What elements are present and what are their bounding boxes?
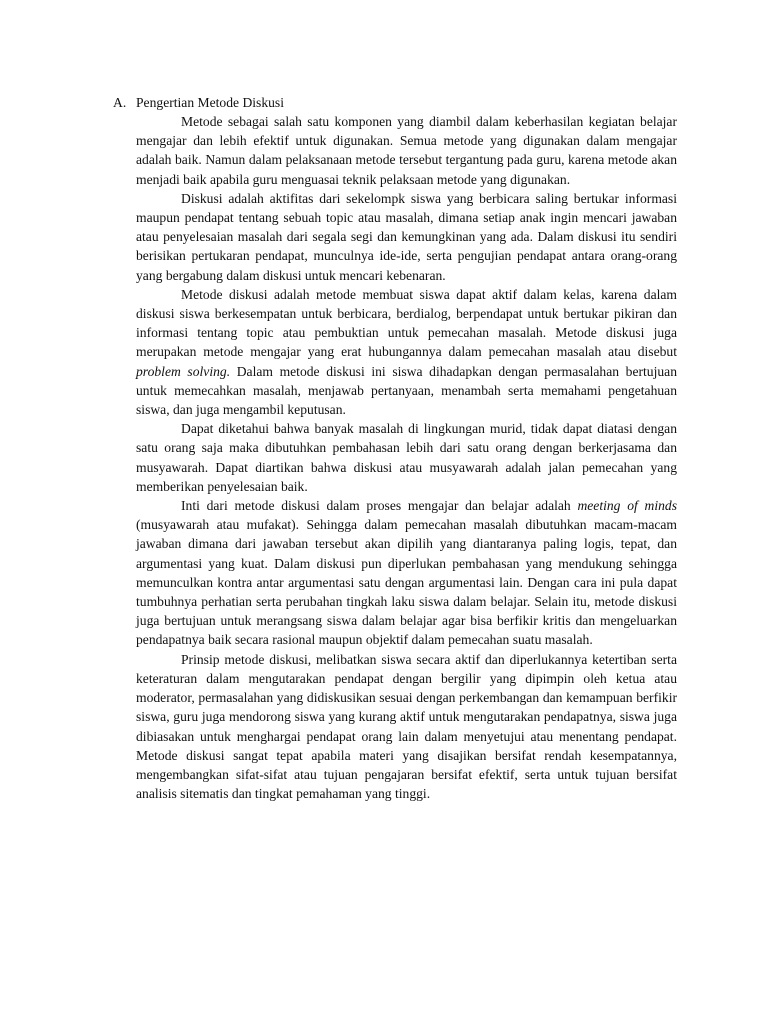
paragraph-3-term: problem solving. bbox=[136, 363, 231, 379]
paragraph-1: Metode sebagai salah satu komponen yang diambil dalam keberhasilan kegiatan belajar mengajar dan lebih efektif untuk digunakan. Semua metode yang digunakan dalam mengajar adalah baik. Namun dalam pelaksanaan metode tersebut tergantung pada guru, karena metode akan menjadi baik apabila guru menguasai teknik pelaksaan metode yang digunakan. bbox=[136, 114, 677, 187]
section-body bbox=[136, 112, 677, 803]
paragraph-4: Dapat diketahui bahwa banyak masalah di lingkungan murid, tidak dapat diatasi dengan satu orang saja maka dibutuhkan pembahasan lebih dari satu orang dengan berkerjasama dan musyawarah. Dapat diartikan bahwa diskusi atau musyawarah adalah jalan pemecahan yang memberikan penyelesaian baik. bbox=[136, 421, 677, 494]
paragraph-5-text-b: (musyawarah atau mufakat). Sehingga dalam pemecahan masalah dibutuhkan macam-macam jawaban dimana dari jawaban tersebut akan dipilih yang diantaranya paling logis, tepat, dan argumentasi yang kuat. Dalam diskusi pun diperlukan pembahasan yang mendukung sehingga memunculkan kontra antar argumentasi satu dengan argumentasi lain. Dengan cara ini pula dapat tumbuhnya perhatian serta perubahan tingkah laku siswa dalam belajar. Selain itu, metode diskusi juga bertujuan untuk merangsang siswa dalam belajar agar bisa berfikir kritis dan mengeluarkan pendapatnya baik secara rasional maupun objektif dalam pemecahan suatu masalah. bbox=[136, 517, 677, 648]
section-number: A. bbox=[113, 95, 127, 110]
paragraph-3-text-a: Metode diskusi adalah metode membuat siswa dapat aktif dalam kelas, karena dalam diskusi siswa berkesempatan untuk berbicara, berdialog, berpendapat untuk bertukar pikiran dan informasi tentang topic atau pembuktian untuk pemecahan masalah. Metode diskusi juga merupakan metode mengajar yang erat hubungannya dalam pemecahan masalah atau disebut bbox=[136, 286, 677, 360]
section-heading bbox=[113, 93, 673, 112]
paragraph-5-term: meeting of minds bbox=[577, 498, 677, 514]
paragraph-2: Diskusi adalah aktifitas dari sekelompk siswa yang berbicara saling bertukar informasi maupun pendapat tentang sebuah topic atau masalah, dimana setiap anak ingin mencari jawaban atau penyelesaian masalah dari segala segi dan kemungkinan yang ada. Dalam diskusi itu sendiri berisikan pertukaran pendapat, munculnya ide-ide, serta pengujian pendapat antara orang-orang yang bergabung dalam diskusi untuk mencari kebenaran. bbox=[136, 190, 677, 283]
paragraph-3-text-b: Dalam metode diskusi ini siswa dihadapkan dengan permasalahan bertujuan untuk memecahkan masalah, menjawab pertanyaan, menambah serta memahami pengetahuan siswa, dan juga mengambil keputusan. bbox=[136, 363, 677, 418]
paragraph-3 bbox=[136, 285, 677, 419]
paragraph-5 bbox=[136, 496, 677, 650]
paragraph-5-text-a: Inti dari metode diskusi dalam proses mengajar dan belajar adalah bbox=[181, 498, 578, 514]
section-title: Pengertian Metode Diskusi bbox=[136, 95, 284, 110]
paragraph-6: Prinsip metode diskusi, melibatkan siswa secara aktif dan diperlukannya ketertiban serta keteraturan dalam mengutarakan pendapat dengan bergilir yang dipimpin oleh ketua atau moderator, permasalahan yang didiskusikan sesuai dengan perkembangan dan kemampuan berfikir siswa, guru juga mendorong siswa yang kurang aktif untuk mengutarakan pendapatnya, siswa juga dibiasakan untuk menghargai pendapat orang lain dalam menyetujui atau menentang pendapat. Metode diskusi sangat tepat apabila materi yang disajikan bersifat rendah kesempatannya, mengembangkan sifat-sifat atau tujuan pengajaran bersifat efektif, serta untuk tujuan bersifat analisis sitematis dan tingkat pemahaman yang tinggi. bbox=[136, 651, 677, 802]
